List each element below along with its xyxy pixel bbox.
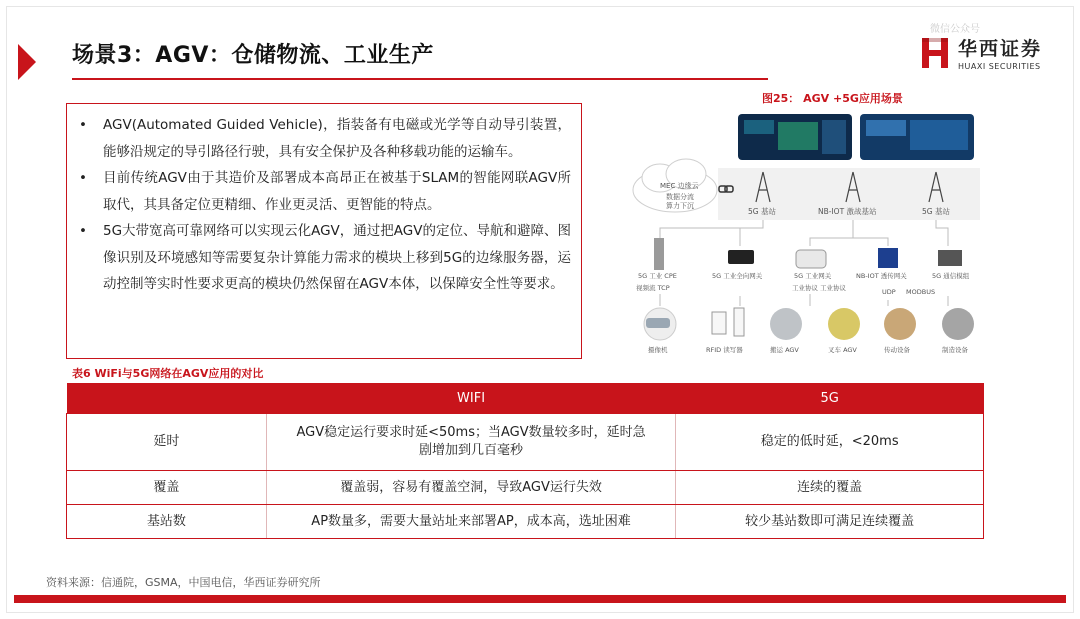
5g-cell: 稳定的低时延，<20ms [676,414,984,471]
cloud-label: 算力下沉 [666,202,694,210]
cpe-device-icon [654,238,664,270]
gateway-sub-label: 视频流 TCP [636,284,670,292]
gateway-sub-label: MODBUS [906,288,936,296]
bullet-marker: • [79,223,87,239]
huaxi-logo-icon [920,36,950,70]
gateway-label: NB-IOT 透传网关 [856,272,907,280]
gateway-sub-label: 工业协议 [792,284,818,292]
station-label: 5G 基站 [748,207,776,216]
company-logo [920,34,1042,71]
figure-caption: 图25： AGV +5G应用场景 [762,92,903,105]
device-row [644,308,974,340]
5g-cell: 连续的覆盖 [676,471,984,505]
manufacturing-icon [942,308,974,340]
bullet-text: AGV(Automated Guided Vehicle)，指装备有电磁或光学等自动导引装置，能够沿规定的导引路径行驶，具有安全保护及各种移载功能的运输车。 [103,117,571,160]
wifi-cell-line: AGV稳定运行要求时延<50ms；当AGV数量较多时，延时急 [296,425,646,440]
dashboard-screen-left [738,114,852,160]
wifi-cell [266,414,676,471]
gateway-icon [796,250,826,268]
logo-cn-text: 华西证券 [958,38,1043,60]
device-label: RFID 读写器 [706,346,743,354]
agv-carrier-icon [770,308,802,340]
5g-cell: 较少基站数即可满足连续覆盖 [676,505,984,539]
module-icon [938,250,962,266]
table-row [67,505,984,539]
table-row [67,471,984,505]
table-header-row [67,383,984,414]
comparison-table [66,383,984,539]
forklift-agv-icon [828,308,860,340]
cloud-label: 数据分流 [666,193,694,201]
agv-5g-diagram [620,110,990,360]
device-label: 摄像机 [648,346,668,354]
bullet-item [77,112,571,165]
table-header-cell: WIFI [266,383,676,414]
definition-box [66,103,582,359]
device-label: 制造设备 [942,346,968,354]
router-icon [728,250,754,264]
row-label: 延时 [67,414,267,471]
table-header-cell: 5G [676,383,984,414]
rfid-reader-icon [712,312,726,334]
wifi-cell: 覆盖弱，容易有覆盖空洞，导致AGV运行失效 [266,471,676,505]
bullet-marker: • [79,170,87,186]
bullet-item [77,165,571,218]
cloud-label: MEC 边缘云 [660,182,699,190]
page-title: 场景3：AGV：仓储物流、工业生产 [72,43,434,68]
title-arrow-icon [18,44,36,80]
dashboard-screen-right [860,114,974,160]
wifi-cell-line: 剧增加到几百毫秒 [419,443,524,458]
logo-en-text: HUAXI SECURITIES [958,62,1041,71]
device-label: 叉车 AGV [828,346,857,354]
gateway-label: 5G 工业 CPE [638,272,677,280]
watermark: 微信公众号 [930,24,980,35]
bullet-marker: • [79,117,87,133]
bullet-text: 目前传统AGV由于其造价及部署成本高昂正在被基于SLAM的智能网联AGV所取代，其具备定位更精细、作业更灵活、更智能的特点。 [103,170,571,213]
device-label: 搬运 AGV [770,346,799,354]
station-label: 5G 基站 [922,207,950,216]
table-caption: 表6 WiFi与5G网络在AGV应用的对比 [72,367,264,380]
source-note: 资料来源：信通院，GSMA，中国电信，华西证券研究所 [46,576,321,589]
gateway-sub-label: UDP [882,288,896,296]
camera-icon [646,318,670,328]
table-header-cell [67,383,267,414]
wifi-cell: AP数量多，需要大量站址来部署AP，成本高，选址困难 [266,505,676,539]
bullet-text: 5G大带宽高可靠网络可以实现云化AGV，通过把AGV的定位、导航和避障、图像识别及环境感知等需要复杂计算能力需求的模块上移到5G的边缘服务器，运动控制等实时性要求更高的模块仍然保留在AGV本体，以保障安全性等要求。 [103,223,571,292]
row-label: 基站数 [67,505,267,539]
table-row [67,414,984,471]
gateway-sub-label: 工业协议 [820,284,846,292]
station-label: NB-IOT 激战基站 [818,207,877,216]
gateway-label: 5G 通信模组 [932,272,970,280]
footer-bar [14,595,1066,603]
device-label: 传动设备 [884,346,910,354]
row-label: 覆盖 [67,471,267,505]
gateway-label: 5G 工业全向网关 [712,272,763,280]
transmission-icon [884,308,916,340]
bullet-item [77,218,571,298]
nbiot-gateway-icon [878,248,898,268]
gateway-label: 5G 工业网关 [794,272,832,280]
title-rule [72,78,768,80]
